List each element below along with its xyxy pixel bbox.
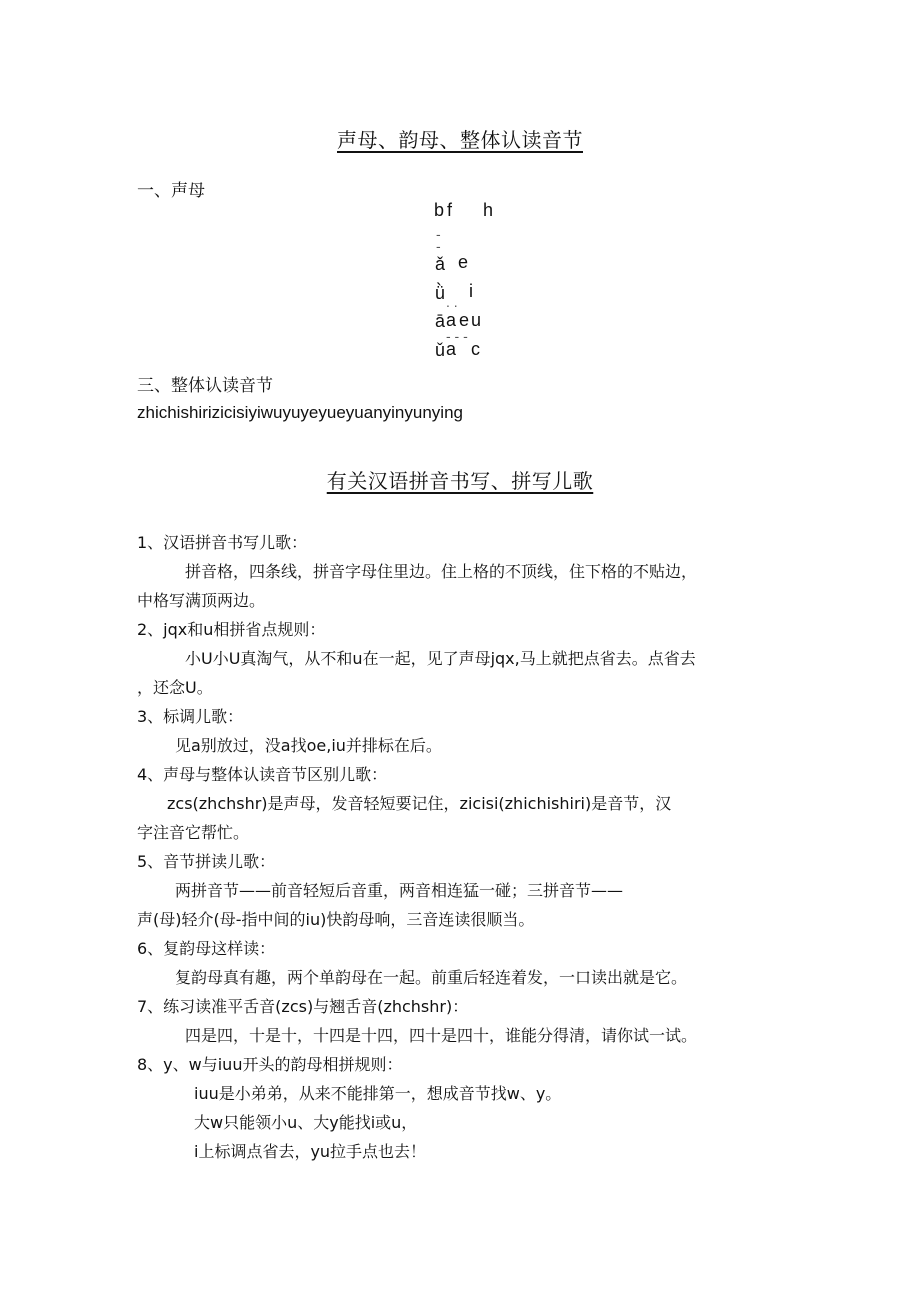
song-8-heading: 8、y、w与iuu开头的韵母相拼规则： <box>137 1055 403 1074</box>
fragment-r6b: a <box>446 339 457 359</box>
fragment-r5a: ā <box>435 311 446 331</box>
fragment-r4a: ǜ <box>435 283 446 303</box>
song-5-line-1: 两拼音节——前音轻短后音重，两音相连猛一碰；三拼音节—— <box>175 881 624 900</box>
fragment-r2a: - <box>436 226 441 242</box>
song-2-heading: 2、jqx和u相拼省点规则： <box>137 620 326 639</box>
fragment-r3a: ǎ <box>435 254 446 274</box>
section-heading-initials: 一、声母 <box>137 181 205 201</box>
song-5-heading: 5、音节拼读儿歌： <box>137 852 276 871</box>
fragment-r4dots: . . <box>446 294 458 310</box>
fragment-r5b: a <box>446 310 457 330</box>
song-3-line-1: 见a别放过，没a找oe,iu并排标在后。 <box>175 736 442 755</box>
fragment-r5dash: - - - <box>446 328 468 344</box>
fragment-r4b: i <box>469 281 473 301</box>
song-8-line-1: iuu是小弟弟，从来不能排第一，想成音节找w、y。 <box>194 1084 562 1103</box>
section-heading-whole-syllables: 三、整体认读音节 <box>137 376 273 396</box>
fragment-r5d: u <box>471 310 482 330</box>
song-7-heading: 7、练习读准平舌音(zcs)与翘舌音(zhchshr)： <box>137 997 469 1016</box>
song-1-heading: 1、汉语拼音书写儿歌： <box>137 533 308 552</box>
fragment-r1a: b <box>434 200 445 220</box>
song-6-line-1: 复韵母真有趣，两个单韵母在一起。前重后轻连着发，一口读出就是它。 <box>175 968 688 987</box>
song-4-line-2: 字注音它帮忙。 <box>137 823 250 842</box>
fragment-r6a: ǔ <box>435 340 446 360</box>
song-2-line-2: ，还念U。 <box>137 678 213 697</box>
song-6-heading: 6、复韵母这样读： <box>137 939 276 958</box>
song-4-line-1: zcs(zhchshr)是声母，发音轻短要记住，zicisi(zhichishiri)是音节，汉 <box>167 794 672 813</box>
song-8-line-3: i上标调点省去，yu拉手点也去！ <box>194 1142 427 1161</box>
songs-title: 有关汉语拼音书写、拼写儿歌 <box>326 469 594 493</box>
fragment-r1c: h <box>483 200 494 220</box>
song-7-line-1: 四是四，十是十，十四是十四，四十是四十，谁能分得清，请你试一试。 <box>185 1026 698 1045</box>
fragment-r1b: f <box>447 200 453 220</box>
song-1-line-1: 拼音格，四条线，拼音字母住里边。住上格的不顶线，住下格的不贴边， <box>185 562 698 581</box>
song-8-line-2: 大w只能领小u、大y能找i或u， <box>194 1113 418 1132</box>
song-4-heading: 4、声母与整体认读音节区别儿歌： <box>137 765 388 784</box>
fragment-r3b: e <box>458 252 469 272</box>
song-3-heading: 3、标调儿歌： <box>137 707 244 726</box>
page-title: 声母、韵母、整体认读音节 <box>337 128 583 152</box>
fragment-r5c: e <box>459 310 470 330</box>
song-5-line-2: 声(母)轻介(母-指中间的iu)快韵母响，三音连读很顺当。 <box>137 910 535 929</box>
whole-syllables-line: zhichishirizicisiyiwuyuyeyueyuanyinyunying <box>137 403 463 422</box>
song-1-line-2: 中格写满顶两边。 <box>137 591 266 610</box>
fragment-r6c: c <box>471 339 480 359</box>
fragment-r2b: - <box>436 238 441 254</box>
song-2-line-1: 小U小U真淘气，从不和u在一起，见了声母jqx,马上就把点省去。点省去 <box>185 649 696 668</box>
